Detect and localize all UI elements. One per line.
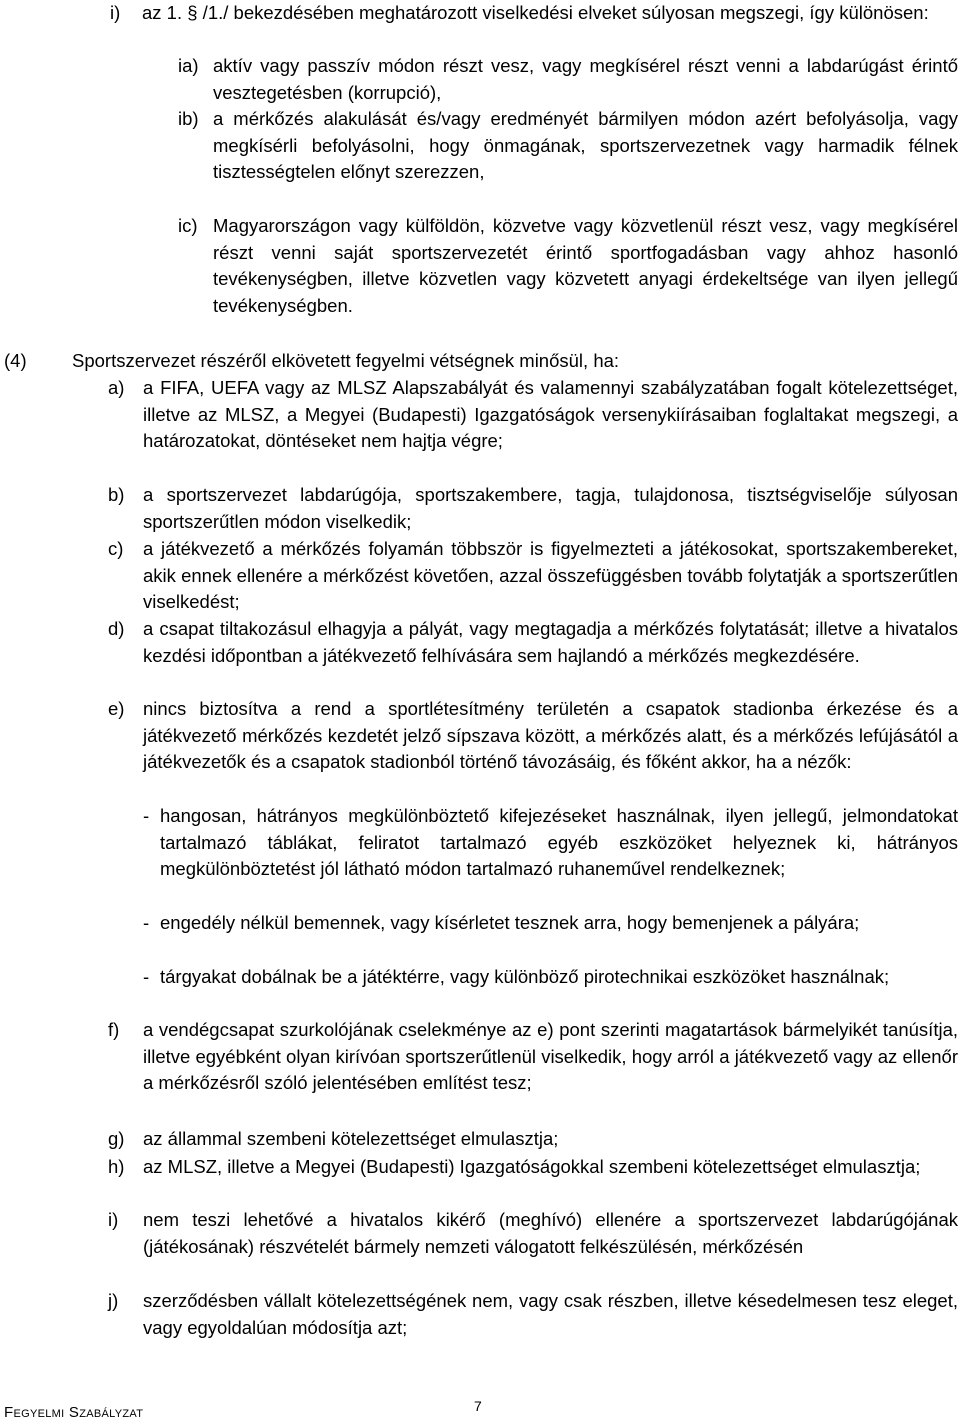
- list-item-label: ic): [178, 215, 198, 236]
- list-item-b: [108, 482, 958, 535]
- list-item-text: a vendégcsapat szurkolójának cselekménye az e) pont szerinti magatartások bármelyikét tanúsítja, illetve egyébként olyan kirívóan sportszerűtlenül viselkedik, hogy arról a játékvezető vagy az ellenőr a mérkőzésről szóló jelentésében említést tesz;: [143, 1019, 958, 1094]
- list-item-f: [108, 1017, 958, 1097]
- list-item-text: a sportszervezet labdarúgója, sportszakembere, tagja, tulajdonosa, tisztségviselője súlyosan sportszerűtlen módon viselkedik;: [143, 484, 958, 532]
- dash-item-2: [143, 910, 958, 937]
- list-item-label: ib): [178, 108, 199, 129]
- list-item-text: az állammal szembeni kötelezettséget elmulasztja;: [143, 1128, 559, 1149]
- list-item-h: [108, 1154, 958, 1181]
- list-item-text: a játékvezető a mérkőzés folyamán többször is figyelmezteti a játékosokat, sportszakembereket, akik ennek ellenére a mérkőzést követően, azzal összefüggésben tovább folytatják a sportszerűtlen viselkedést;: [143, 538, 958, 613]
- dash-item-text: tárgyakat dobálnak be a játéktérre, vagy különböző pirotechnikai eszközöket használnak;: [160, 966, 890, 987]
- list-item-text: a csapat tiltakozásul elhagyja a pályát, vagy megtagadja a mérkőzés folytatását; illetve a hivatalos kezdési időpontban a játékvezető felhívására sem hajlandó a mérkőzés megkezdésére.: [143, 618, 958, 666]
- list-item-e: [108, 696, 958, 776]
- list-item-text: Magyarországon vagy külföldön, közvetve vagy közvetlenül részt vesz, vagy megkísérel részt venni saját sportszervezetét érintő sportfogadásban vagy ahhoz hasonló tevékenységben, illetve közvetlen vagy közvetett anyagi érdekeltsége van ilyen jellegű tevékenységben.: [213, 215, 958, 317]
- section-i: [110, 0, 958, 27]
- list-item-a: [108, 375, 958, 455]
- list-item-j: [108, 1288, 958, 1341]
- list-item-text: nem teszi lehetővé a hivatalos kikérő (meghívó) ellenére a sportszervezet labdarúgójának (játékosának) részvételét bármely nemzeti válogatott felkészülésén, mérkőzésén: [143, 1209, 958, 1257]
- dash-item-text: engedély nélkül bemennek, vagy kísérletet tesznek arra, hogy bemenjenek a pályára;: [160, 912, 860, 933]
- list-item-label: e): [108, 698, 125, 719]
- list-item-ib: [178, 106, 958, 186]
- section-i-label: i): [110, 2, 121, 23]
- list-item-ia: [178, 53, 958, 106]
- list-item-label: h): [108, 1156, 125, 1177]
- list-item-label: g): [108, 1128, 125, 1149]
- list-item-c: [108, 536, 958, 616]
- footer-title: Fegyelmi Szabályzat: [4, 1404, 144, 1421]
- list-item-text: a FIFA, UEFA vagy az MLSZ Alapszabályát és valamennyi szabályzatában fogalt kötelezettséget, illetve az MLSZ, a Megyei (Budapesti) Igazgatóságok versenykiírásaiban foglaltakat megszegi, a határozatokat, döntéseket nem hajtja végre;: [143, 377, 958, 452]
- list-item-g: [108, 1126, 958, 1153]
- dash-item-3: [143, 964, 958, 991]
- list-item-text: a mérkőzés alakulását és/vagy eredményét bármilyen módon azért befolyásolja, vagy megkísérli befolyásolni, hogy önmagának, sportszervezetnek vagy harmadik félnek tisztességtelen előnyt szerezzen,: [213, 108, 958, 183]
- list-item-text: nincs biztosítva a rend a sportlétesítmény területén a csapatok stadionba érkezése és a játékvezető mérkőzés kezdetét jelző sípszava között, a mérkőzés alatt, és a mérkőzés lefújásától a játékvezetők és a csapatok stadionból történő távozásáig, és főként akkor, ha a nézők:: [143, 698, 958, 773]
- list-item-d: [108, 616, 958, 669]
- list-item-label: j): [108, 1290, 119, 1311]
- list-item-text: aktív vagy passzív módon részt vesz, vagy megkísérel részt venni a labdarúgást érintő vesztegetésben (korrupció),: [213, 55, 958, 103]
- dash-item-text: hangosan, hátrányos megkülönböztető kifejezéseket használnak, ilyen jellegű, jelmondatokat tartalmazó táblákat, feliratot tartalmazó egyéb eszközöket helyeznek ki, hátrányos megkülönböztetést jól látható módon tartalmazó ruhaneművel rendelkeznek;: [160, 805, 958, 880]
- list-item-ic: [178, 213, 958, 320]
- section-4-heading: [4, 348, 958, 375]
- dash-item-label: -: [143, 966, 150, 987]
- page-number: 7: [474, 1398, 482, 1414]
- list-item-label: ia): [178, 55, 199, 76]
- section-4-label: (4): [4, 350, 27, 371]
- list-item-text: az MLSZ, illetve a Megyei (Budapesti) Igazgatóságokkal szembeni kötelezettséget elmulasztja;: [143, 1156, 921, 1177]
- list-item-label: i): [108, 1209, 119, 1230]
- list-item-label: c): [108, 538, 124, 559]
- list-item-label: f): [108, 1019, 120, 1040]
- section-4-heading-text: Sportszervezet részéről elkövetett fegyelmi vétségnek minősül, ha:: [72, 350, 620, 371]
- list-item-label: a): [108, 377, 125, 398]
- dash-item-1: [143, 803, 958, 883]
- list-item-label: b): [108, 484, 125, 505]
- list-item-label: d): [108, 618, 125, 639]
- dash-item-label: -: [143, 805, 150, 826]
- list-item-i: [108, 1207, 958, 1260]
- list-item-text: szerződésben vállalt kötelezettségének nem, vagy csak részben, illetve késedelmesen tesz eleget, vagy egyoldalúan módosítja azt;: [143, 1290, 958, 1338]
- section-i-text: az 1. § /1./ bekezdésében meghatározott viselkedési elveket súlyosan megszegi, így különösen:: [142, 2, 929, 23]
- dash-item-label: -: [143, 912, 150, 933]
